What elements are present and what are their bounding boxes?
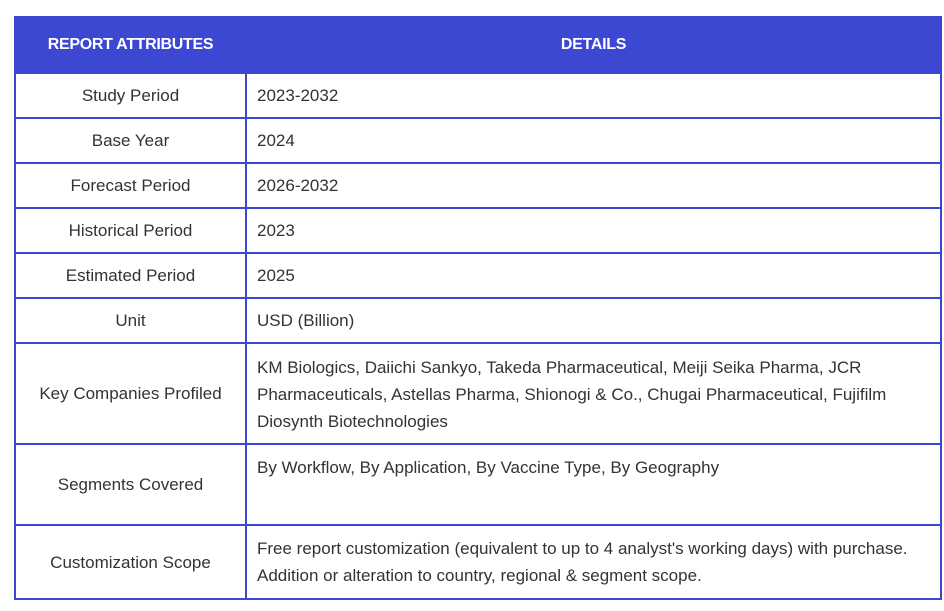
details-cell: By Workflow, By Application, By Vaccine Type, By Geography: [246, 444, 941, 525]
attribute-cell: Customization Scope: [15, 525, 246, 599]
attribute-cell: Historical Period: [15, 208, 246, 253]
table-row-segments-covered: [15, 444, 941, 525]
details-cell: 2023: [246, 208, 941, 253]
report-attributes-table: [14, 16, 942, 600]
table-row-historical-period: [15, 208, 941, 253]
details-cell: KM Biologics, Daiichi Sankyo, Takeda Pharmaceutical, Meiji Seika Pharma, JCR Pharmaceuticals, Astellas Pharma, Shionogi & Co., Chugai Pharmaceutical, Fujifilm Diosynth Biotechnologies: [246, 343, 941, 444]
table-header-row: [15, 17, 941, 73]
table-row-forecast-period: [15, 163, 941, 208]
table-row-estimated-period: [15, 253, 941, 298]
details-cell: Free report customization (equivalent to up to 4 analyst's working days) with purchase. Addition or alteration to country, regional & segment scope.: [246, 525, 941, 599]
attribute-cell: Study Period: [15, 73, 246, 118]
details-cell: 2025: [246, 253, 941, 298]
attribute-cell: Forecast Period: [15, 163, 246, 208]
table-row-study-period: [15, 73, 941, 118]
attribute-cell: Segments Covered: [15, 444, 246, 525]
table-row-unit: [15, 298, 941, 343]
header-report-attributes: REPORT ATTRIBUTES: [15, 17, 246, 73]
table-row-customization-scope: [15, 525, 941, 599]
header-details: DETAILS: [246, 17, 941, 73]
details-cell: USD (Billion): [246, 298, 941, 343]
attribute-cell: Base Year: [15, 118, 246, 163]
attribute-cell: Key Companies Profiled: [15, 343, 246, 444]
details-cell: 2023-2032: [246, 73, 941, 118]
details-cell: 2024: [246, 118, 941, 163]
attribute-cell: Estimated Period: [15, 253, 246, 298]
details-cell: 2026-2032: [246, 163, 941, 208]
report-attributes-table-container: [14, 16, 940, 600]
table-row-base-year: [15, 118, 941, 163]
attribute-cell: Unit: [15, 298, 246, 343]
table-row-key-companies: [15, 343, 941, 444]
